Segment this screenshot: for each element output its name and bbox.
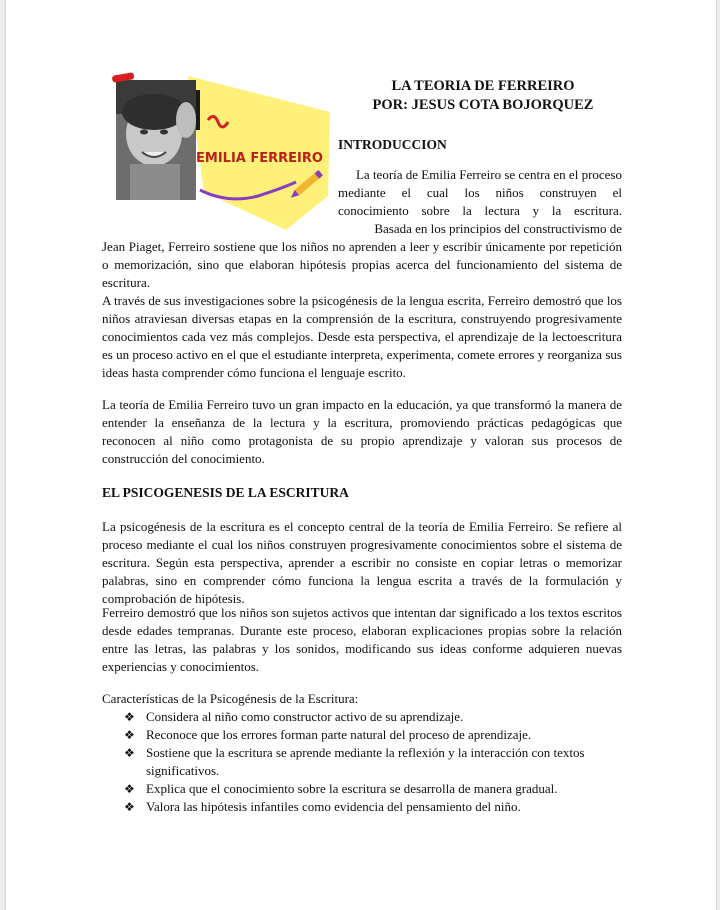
intro-line-3: conocimiento sobre la lectura y la escritura.	[338, 203, 622, 218]
intro-paragraph-2: A través de sus investigaciones sobre la psicogénesis de la lengua escrita, Ferreiro demostró que los niños atraviesan diversas etapas en la comprensión de la escritura, construyendo progresivamente conocimientos cada vez más complejos. Desde esta perspectiva, el aprendizaje de la lectoescritura es un proceso activo en el que el estudiante interpreta, experimenta, comete errores y reorganiza sus ideas hasta comprender cómo funciona el lenguaje escrito.	[102, 293, 622, 380]
intro-line-1: La teoría de Emilia Ferreiro se centra en el proceso	[355, 167, 622, 182]
list-item: ❖ Sostiene que la escritura se aprende mediante la reflexión y la interacción con textos significativos.	[124, 745, 585, 778]
diamond-bullet-icon: ❖	[124, 782, 135, 796]
emilia-ferreiro-image	[108, 72, 332, 232]
list-item: ❖ Explica que el conocimiento sobre la escritura se desarrolla de manera gradual.	[124, 781, 558, 796]
diamond-bullet-icon: ❖	[124, 728, 135, 742]
diamond-bullet-icon: ❖	[124, 800, 135, 814]
list-title: Características de la Psicogénesis de la Escritura:	[102, 691, 359, 706]
list-item: ❖ Valora las hipótesis infantiles como evidencia del pensamiento del niño.	[124, 799, 521, 814]
section-heading: EL PSICOGENESIS DE LA ESCRITURA	[102, 485, 349, 500]
document-page	[6, 0, 716, 910]
intro-heading: INTRODUCCION	[338, 137, 447, 152]
diamond-bullet-icon: ❖	[124, 746, 135, 760]
section-paragraph-1: La psicogénesis de la escritura es el concepto central de la teoría de Emilia Ferreiro. Se refiere al proceso mediante el cual los niños construyen progresivamente conocimientos sobre el sistema de escritura. Según esta perspectiva, aprender a escribir no consiste en copiar letras o memorizar palabras, sino en comprender cómo funciona la lengua escrita a través de la formulación y comprobación de hipótesis.	[102, 519, 622, 606]
diamond-bullet-icon: ❖	[124, 710, 135, 724]
intro-paragraph-1-cont: Jean Piaget, Ferreiro sostiene que los niños no aprenden a leer y escribir únicamente por repetición o memorización, sino que elaboran hipótesis propias acerca del funcionamiento del sistema de escritura.	[102, 239, 622, 290]
portrait-illustration	[108, 72, 332, 232]
list-item: ❖ Reconoce que los errores forman parte natural del proceso de aprendizaje.	[124, 727, 532, 742]
section-paragraph-2: Ferreiro demostró que los niños son sujetos activos que intentan dar significado a los textos escritos desde edades tempranas. Durante este proceso, elaboran explicaciones propias sobre la relación entre las letras, las palabras y los sonidos, modificando sus ideas conforme adquieren nuevas experiencias y conocimientos.	[102, 605, 622, 674]
image-caption: EMILIA FERREIRO	[196, 151, 323, 166]
intro-line-4: Basada en los principios del constructivismo de	[374, 221, 622, 236]
document-title: LA TEORIA DE FERREIRO	[391, 78, 575, 94]
document-author: POR: JESUS COTA BOJORQUEZ	[372, 97, 594, 113]
list-item: ❖ Considera al niño como constructor activo de su aprendizaje.	[124, 709, 464, 724]
intro-paragraph-3: La teoría de Emilia Ferreiro tuvo un gran impacto en la educación, ya que transformó la manera de entender la enseñanza de la lectura y la escritura, promoviendo prácticas pedagógicas que reconocen al niño como protagonista de su propio aprendizaje y valoran sus procesos de construcción del conocimiento.	[102, 397, 622, 466]
intro-line-2: mediante el cual los niños construyen el	[338, 185, 622, 200]
characteristics-list	[124, 708, 624, 816]
